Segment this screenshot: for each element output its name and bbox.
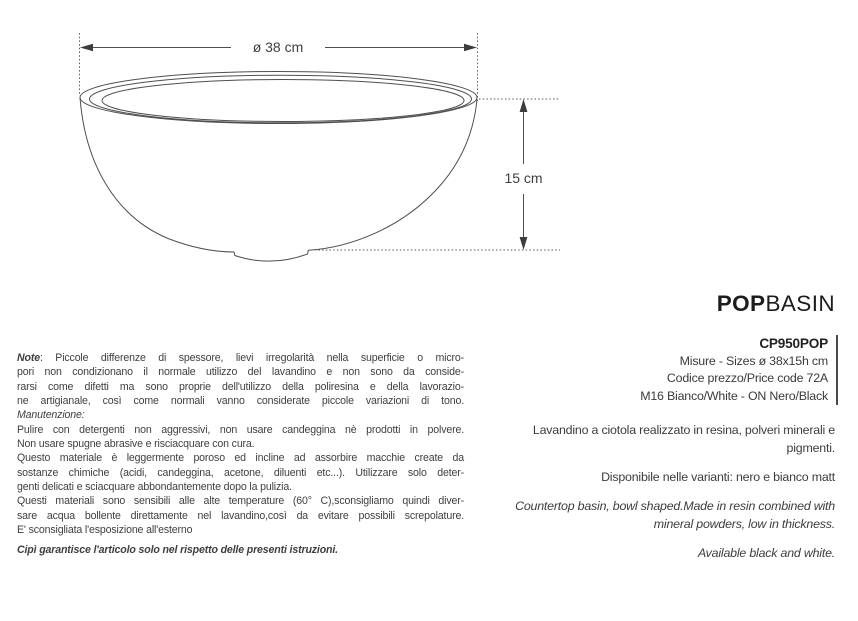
note-text-line: E' sconsigliata l'esposizione all'esterno — [17, 524, 193, 537]
note-text-line: genti delicati e sciacquare abbondantemente dopo la pulizia. — [17, 481, 292, 494]
maintenance-heading: Manutenzione: — [17, 409, 85, 422]
arrowhead-left-icon — [80, 44, 93, 52]
note-text-line: sostanze chimiche (acidi, candeggina, acetone, diluenti etc...). Utilizzare solo deter- — [17, 466, 464, 479]
arrowhead-down-icon — [520, 237, 528, 250]
product-sizes: Misure - Sizes ø 38x15h cm — [679, 353, 828, 368]
product-price-code: Codice prezzo/Price code 72A — [666, 371, 828, 386]
technical-drawing — [0, 0, 600, 290]
description-it-variants — [455, 468, 835, 486]
notes-section — [17, 351, 464, 558]
note-text-line: ne artigianale, così come normali vanno considerate piccole variazioni di tono. — [17, 395, 464, 408]
note-text-line: sare acqua bollente direttamente nel lavandino,così da evitare possibili screpolature. — [17, 509, 464, 522]
note-text-line: Pulire con detergenti non aggressivi, non usare candeggina nè prodotti in polvere. — [17, 423, 464, 436]
description-section — [455, 421, 835, 573]
product-finishes: M16 Bianco/White - ON Nero/Black — [640, 388, 828, 403]
note-text-line: pori non condizionano il normale utilizzo del lavandino e non sono da conside- — [17, 366, 464, 379]
height-label: 15 cm — [504, 170, 543, 186]
description-line: mineral powders, low in thickness. — [653, 517, 835, 531]
page-title-bold: POP — [716, 291, 766, 316]
description-en-material — [455, 497, 835, 533]
description-line: pigmenti. — [786, 441, 835, 455]
note-line — [17, 351, 464, 365]
description-line: Lavandino a ciotola realizzato in resina, polveri minerali e — [532, 423, 835, 437]
product-code: CP950POP — [759, 336, 828, 351]
description-line: Available black and white. — [697, 546, 835, 560]
arrowhead-up-icon — [520, 99, 528, 112]
note-line-rest: : Piccole differenze di spessore, lievi irregolarità nella superficie o micro- — [39, 352, 464, 364]
note-label: Note — [17, 352, 40, 364]
note-text-line: rarsi come difetti ma sono proprie dell'utilizzo della poliresina e della lavorazio- — [17, 380, 464, 393]
diameter-label: ø 38 cm — [252, 39, 304, 55]
page-title — [717, 291, 835, 317]
description-line: Disponibile nelle varianti: nero e bianco matt — [601, 470, 835, 484]
note-text-line: Non usare spugne abrasive e risciacquare con cura. — [17, 438, 255, 451]
description-it-material — [455, 421, 835, 457]
product-info-block — [640, 335, 838, 405]
guarantee-line: Cipì garantisce l'articolo solo nel rispetto delle presenti istruzioni. — [17, 544, 338, 557]
note-text-line: Questo materiale è leggermente poroso ed incline ad assorbire macchie create da — [17, 452, 464, 465]
page-title-light: BASIN — [765, 291, 835, 316]
note-text-line: Questi materiali sono sensibili alle alte temperature (60° C),sconsigliamo quindi diver- — [17, 495, 464, 508]
description-line: Countertop basin, bowl shaped.Made in resin combined with — [515, 499, 835, 513]
arrowhead-right-icon — [464, 44, 477, 52]
description-en-variants — [455, 544, 835, 562]
